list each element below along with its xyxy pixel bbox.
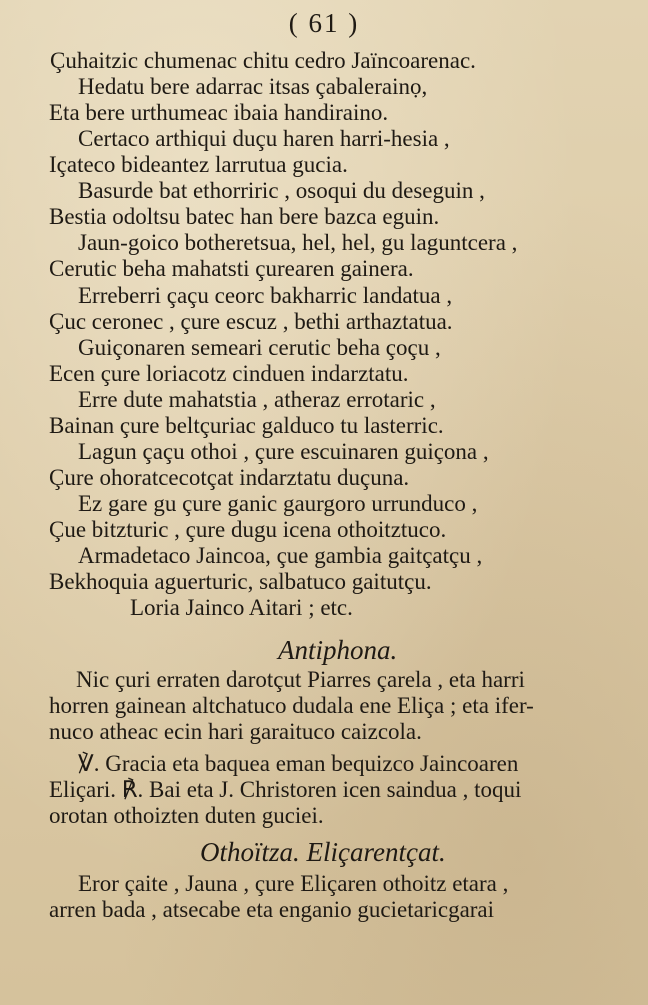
doxology-line: Loria Jainco Aitari ; etc. [130,595,353,620]
hymn-line: Ez gare gu çure ganic gaurgoro urrunduco , [78,491,478,516]
antiphona-line: horren gainean altchatuco dudala ene Eliça ; eta ifer- [49,693,534,718]
hymn-line: Bekhoquia aguerturic, salbatuco gaitutçu. [49,569,432,594]
antiphona-line: nuco atheac ecin hari garaituco caizcola. [49,719,422,744]
hymn-line: Jaun-goico botheretsua, hel, hel, gu laguntcera , [78,230,518,255]
hymn-line: Ecen çure loriacotz cinduen indarztatu. [49,361,409,386]
prayer-title: Othoïtza. Eliçarentçat. [200,837,446,867]
hymn-line: Çuhaitzic chumenac chitu cedro Jaïncoarenac. [50,48,476,73]
hymn-line: Çuc ceronec , çure escuz , bethi arthaztatua. [49,309,453,334]
hymn-line: Bestia odoltsu batec han bere bazca eguin. [49,204,440,229]
versicle-line: ℣. Gracia eta baquea eman bequizco Jaincoaren [78,751,519,776]
hymn-line: Lagun çaçu othoi , çure escuinaren guiçona , [78,439,489,464]
hymn-line: Eta bere urthumeac ibaia handiraino. [49,100,389,125]
hymn-line: Çure ohoratcecotçat indarztatu duçuna. [49,465,410,490]
antiphona-line: orotan othoizten duten guciei. [49,803,324,828]
hymn-line: Hedatu bere adarrac itsas çabalerainọ, [78,74,428,99]
antiphona-line: Nic çuri erraten darotçut Piarres çarela , eta harri [76,667,525,692]
hymn-line: Cerutic beha mahatsti çurearen gainera. [49,256,414,281]
hymn-line: Guiçonaren semeari cerutic beha çoçu , [78,335,441,360]
prayer-line: Eror çaite , Jauna , çure Eliçaren othoitz etara , [78,871,509,896]
page-number: ( 61 ) [288,8,360,38]
hymn-line: Armadetaco Jaincoa, çue gambia gaitçatçu , [78,543,483,568]
hymn-line: Bainan çure beltçuriac galduco tu lasterric. [49,413,444,438]
hymn-line: Çue bitzturic , çure dugu icena othoitztuco. [49,517,447,542]
prayer-line: arren bada , atsecabe eta enganio gucietaricgarai [49,897,495,922]
antiphona-title: Antiphona. [278,635,398,665]
response-line: Eliçari. ℟. Bai eta J. Christoren icen saindua , toqui [49,777,522,802]
hymn-line: Içateco bideantez larrutua gucia. [49,152,348,177]
hymn-line: Certaco arthiqui duçu haren harri-hesia , [78,126,450,151]
hymn-line: Basurde bat ethorriric , osoqui du deseguin , [78,178,485,203]
hymn-line: Erre dute mahatstia , atheraz errotaric , [78,387,436,412]
hymn-line: Erreberri çaçu ceorc bakharric landatua , [78,283,453,308]
